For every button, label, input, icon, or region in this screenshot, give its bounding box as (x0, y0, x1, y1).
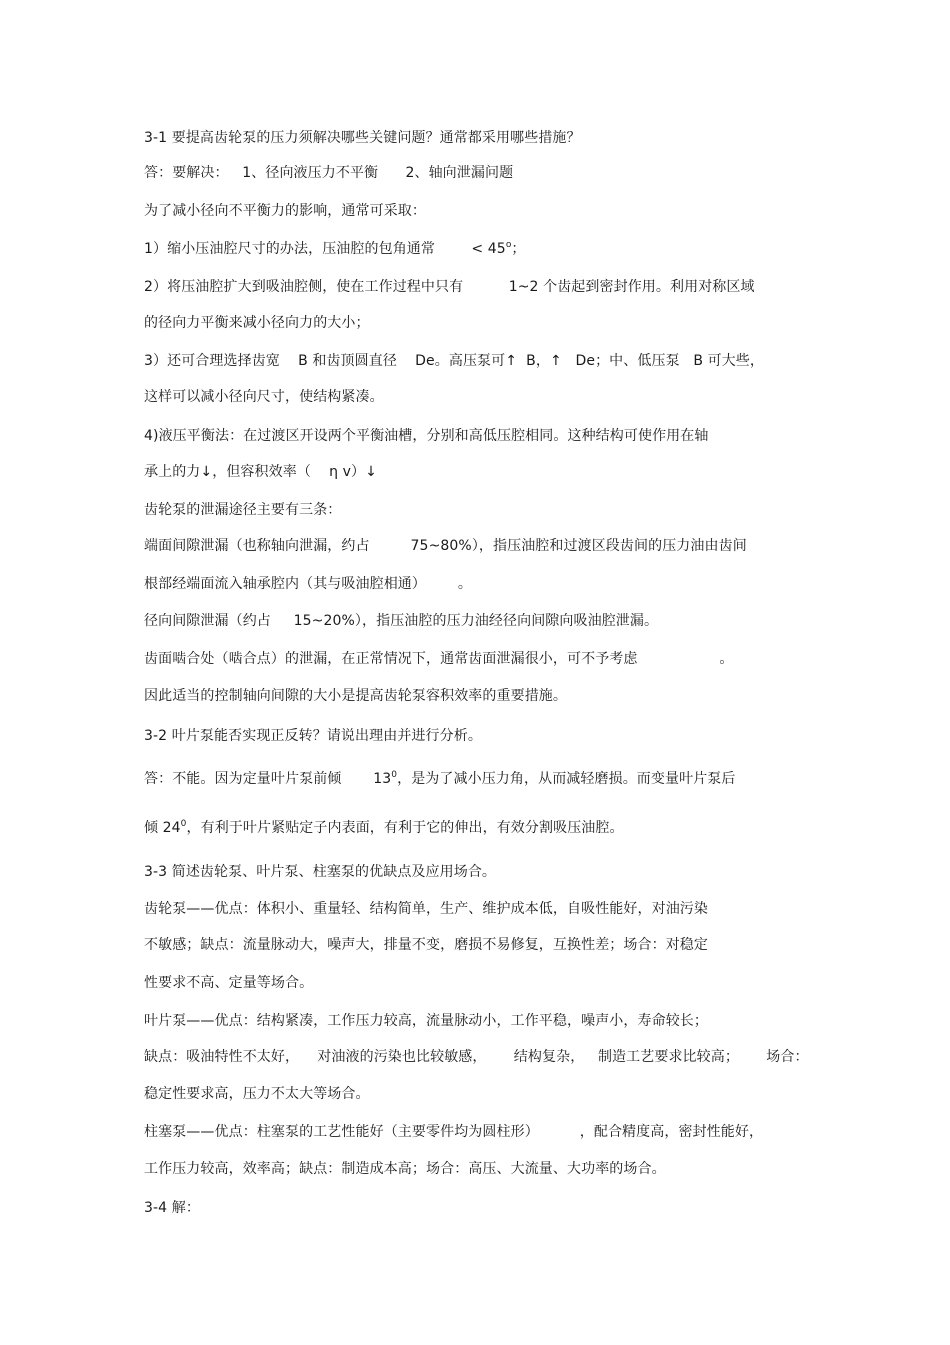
text-line (144, 770, 736, 788)
degree-superscript: 0 (180, 819, 187, 829)
text-line (144, 240, 526, 258)
text-line: 性要求不高、定量等场合。 (144, 975, 314, 991)
question-3-2: 3-2 叶片泵能否实现正反转？请说出理由并进行分析。 (144, 728, 482, 744)
text-span: ，是为了减小压力角，从而减轻磨损。而变量叶片泵后 (397, 771, 736, 787)
text-line: 端面间隙泄漏（也称轴向泄漏，约占 75~80%），指压油腔和过渡区段齿间的压力油由齿间 (144, 538, 747, 554)
text-line: 因此适当的控制轴向间隙的大小是提高齿轮泵容积效率的重要措施。 (144, 688, 567, 704)
text-line: 齿面啮合处（啮合点）的泄漏，在正常情况下，通常齿面泄漏很小，可不予考虑 。 (144, 651, 734, 667)
text-line: 的径向力平衡来减小径向力的大小； (144, 315, 370, 331)
degree-superscript: o (505, 240, 512, 250)
text-span: 答：不能。因为定量叶片泵前倾 13 (144, 771, 392, 787)
text-line: 缺点：吸油特性不太好， 对油液的污染也比较敏感， 结构复杂， 制造工艺要求比较高； 场合： (144, 1049, 809, 1065)
text-span: 倾 24 (144, 820, 181, 836)
text-line: 承上的力↓，但容积效率（ η v）↓ (144, 464, 377, 480)
text-line: 径向间隙泄漏（约占 15~20%），指压油腔的压力油经径向间隙向吸油腔泄漏。 (144, 613, 659, 629)
text-line: 2）将压油腔扩大到吸油腔侧，使在工作过程中只有 1~2 个齿起到密封作用。利用对称区域 (144, 279, 755, 295)
question-3-1: 3-1 要提高齿轮泵的压力须解决哪些关键问题？通常都采用哪些措施？ (144, 130, 581, 146)
text-line: 齿轮泵的泄漏途径主要有三条： (144, 502, 342, 518)
text-span: ，有利于叶片紧贴定子内表面，有利于它的伸出，有效分割吸压油腔。 (186, 820, 624, 836)
text-line: 叶片泵——优点：结构紧凑，工作压力较高，流量脉动小，工作平稳，噪声小，寿命较长； (144, 1013, 708, 1029)
text-span: 1）缩小压油腔尺寸的办法，压油腔的包角通常 < 45 (144, 241, 506, 257)
text-line: 这样可以减小径向尺寸，使结构紧凑。 (144, 389, 384, 405)
text-line: 齿轮泵——优点：体积小、重量轻、结构简单，生产、维护成本低，自吸性能好，对油污染 (144, 901, 708, 917)
text-line: 不敏感；缺点：流量脉动大，噪声大，排量不变，磨损不易修复，互换性差；场合：对稳定 (144, 937, 708, 953)
text-line: 根部经端面流入轴承腔内（其与吸油腔相通） 。 (144, 576, 472, 592)
question-3-4: 3-4 解： (144, 1200, 200, 1216)
text-line: 4)液压平衡法：在过渡区开设两个平衡油槽，分别和高低压腔相同。这种结构可使作用在轴 (144, 428, 709, 444)
text-line: 柱塞泵——优点：柱塞泵的工艺性能好（主要零件均为圆柱形） ，配合精度高，密封性能好， (144, 1124, 764, 1140)
answer-line: 答：要解决： 1、径向液压力不平衡 2、轴向泄漏问题 (144, 165, 514, 181)
text-line: 工作压力较高，效率高；缺点：制造成本高；场合：高压、大流量、大功率的场合。 (144, 1161, 666, 1177)
question-3-3: 3-3 简述齿轮泵、叶片泵、柱塞泵的优缺点及应用场合。 (144, 864, 497, 880)
degree-superscript: 0 (391, 770, 398, 780)
text-span: ； (511, 241, 526, 257)
text-line (144, 819, 624, 837)
text-line: 3）还可合理选择齿宽 B 和齿顶圆直径 De。高压泵可↑ B，↑ De；中、低压泵 B 可大些， (144, 353, 764, 369)
text-line: 稳定性要求高，压力不太大等场合。 (144, 1086, 370, 1102)
text-line: 为了减小径向不平衡力的影响，通常可采取： (144, 203, 426, 219)
